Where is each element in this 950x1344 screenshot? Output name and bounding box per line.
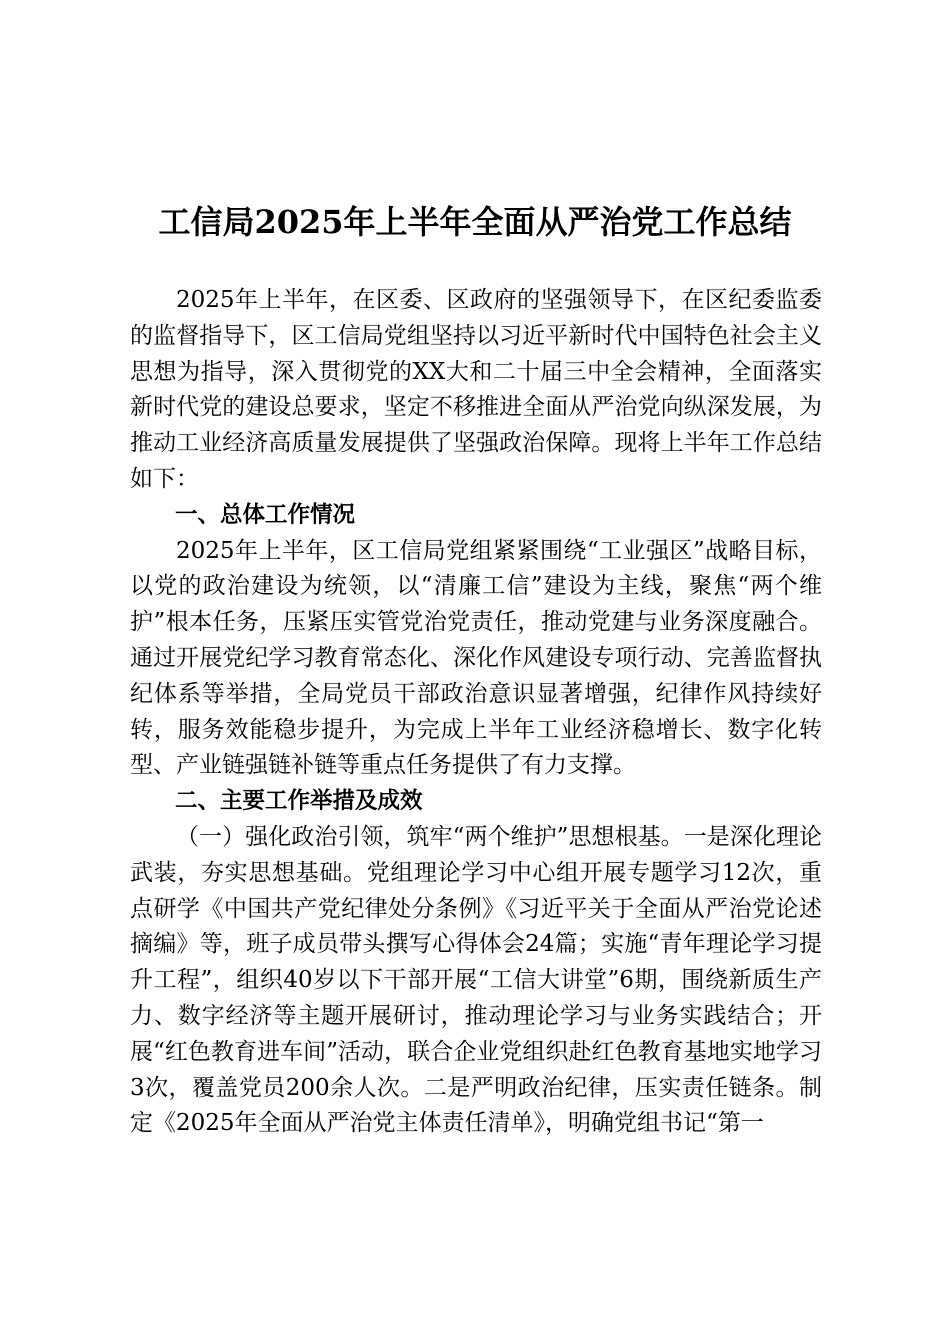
section-heading-overview: 一、总体工作情况 <box>175 501 356 528</box>
overview-paragraph: 2025年上半年，区工信局党组紧紧围绕“工业强区”战略目标，以党的政治建设为统领，以“清廉工信”建设为主线，聚焦“两个维护”根本任务，压紧压实管党治党责任，推动党建与业务深度融合。通过开展党纪学习教育常态化、深化作风建设专项行动、完善监督执纪体系等举措，全局党员干部政治意识显著增强，纪律作风持续好转，服务效能稳步提升，为完成上半年工业经济稳增长、数字化转型、产业链强链补链等重点任务提供了有力支撑。 <box>130 537 822 779</box>
document-body <box>130 283 822 1142</box>
document-title: 工信局2025年上半年全面从严治党工作总结 <box>158 203 792 241</box>
section-heading-measures: 二、主要工作举措及成效 <box>175 788 423 815</box>
measures-paragraph: （一）强化政治引领，筑牢“两个维护”思想根基。一是深化理论武装，夯实思想基础。党组理论学习中心组开展专题学习12次，重点研学《中国共产党纪律处分条例》《习近平关于全面从严治党论述摘编》等，班子成员带头撰写心得体会24篇；实施“青年理论学习提升工程”，组织40岁以下干部开展“工信大讲堂”6期，围绕新质生产力、数字经济等主题开展研讨，推动理论学习与业务实践结合；开展“红色教育进车间”活动，联合企业党组织赴红色教育基地实地学习3次，覆盖党员200余人次。二是严明政治纪律，压实责任链条。制定《2025年全面从严治党主体责任清单》，明确党组书记“第一 <box>130 823 822 1137</box>
intro-paragraph: 2025年上半年，在区委、区政府的坚强领导下，在区纪委监委的监督指导下，区工信局党组坚持以习近平新时代中国特色社会主义思想为指导，深入贯彻党的XX大和二十届三中全会精神，全面落实新时代党的建设总要求，坚定不移推进全面从严治党向纵深发展，为推动工业经济高质量发展提供了坚强政治保障。现将上半年工作总结如下： <box>130 287 822 492</box>
